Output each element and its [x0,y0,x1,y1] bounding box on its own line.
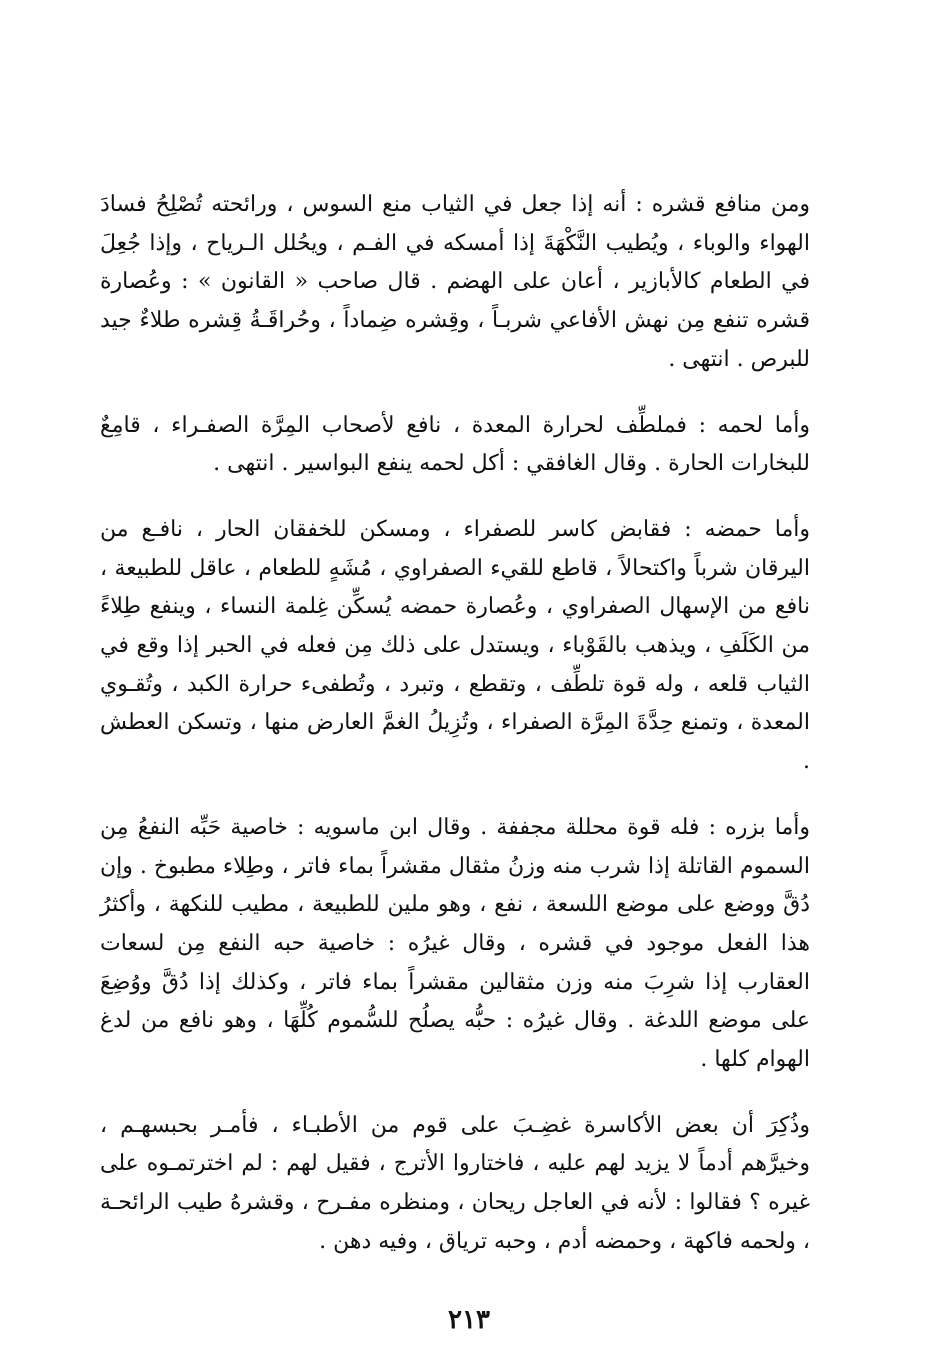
paragraph-seeds: وأما بزره : فله قوة محللة مجففة . وقال ابن ماسويه : خاصية حَبِّه النفعُ مِن السموم القاتلة إذا شرب منه وزنُ مثقال مقشراً بماء فاتر ، وطِلاء مطبوخ . وإن دُقَّ ووضع على موضع اللسعة ، نفع ، وهو ملين للطبيعة ، مطيب للنكهة ، وأكثرُ هذا الفعل موجود في قشره ، وقال غيرُه : خاصية حبه النفع مِن لسعات العقارب إذا شرِبَ منه وزن مثقالين مقشراً بماء فاتر ، وكذلك إذا دُقَّ ووُضِعَ على موضع اللدغة . وقال غيرُه : حبُّه يصلُح للسُّموم كُلِّهَا ، وهو نافع من لدغ الهوام كلها . [100,814,810,1073]
page-body [100,186,810,1262]
page-number: ٢١٣ [448,1305,490,1335]
paragraph-acid: وأما حمضه : فقابض كاسر للصفراء ، ومسكن للخفقان الحار ، نافـع من اليرقان شرباً واكتحالاً ، قاطع للقيء الصفراوي ، مُشَهٍ للطعام ، عاقل للطبيعة ، نافع من الإسهال الصفراوي ، وعُصارة حمضه يُسكِّن غِلمة النساء ، وينفع طِلاءً من الكَلَفِ ، ويذهب بالقَوْباء ، ويستدل على ذلك مِن فعله في الحبر إذا وقع في الثياب قلعه ، وله قوة تلطِّف ، وتقطع ، وتبرد ، وتُطفىء حرارة الكبد ، وتُقـوي المعدة ، وتمنع حِدَّةَ المِرَّة الصفراء ، وتُزِيلُ الغمَّ العارض منها ، وتسكن العطش . [100,516,810,775]
paragraph-peel-benefits: ومن منافع قشره : أنه إذا جعل في الثياب منع السوس ، ورائحته تُصْلِحُ فسادَ الهواء والوباء ، ويُطيب النَّكْهَةَ إذا أمسكه في الفـم ، ويحُلل الـرياح ، وإذا جُعِلَ في الطعام كالأبازير ، أعان على الهضم . قال صاحب « القانون » : وعُصارة قشره تنفع مِن نهش الأفاعي شربـاً ، وقِشره ضِماداً ، وحُراقَـةُ قِشره طلاءٌ جيد للبرص . انتهى . [100,192,810,372]
paragraph-flesh: وأما لحمه : فملطِّف لحرارة المعدة ، نافع لأصحاب المِرَّة الصفـراء ، قامِعٌ للبخارات الحارة . وقال الغافقي : أكل لحمه ينفع البواسير . انتهى . [100,412,810,477]
paragraph-kings-anecdote: وذُكِرَ أن بعض الأكاسرة غضِـبَ على قوم من الأطبـاء ، فأمـر بحبسهـم ، وخيرَّهم أدماً لا يزيد لهم عليه ، فاختاروا الأترج ، فقيل لهم : لم اخترتمـوه على غيره ؟ فقالوا : لأنه في العاجل ريحان ، ومنظره مفـرح ، وقشرهُ طيب الرائحـة ، ولحمه فاكهة ، وحمضه أدم ، وحبه ترياق ، وفيه دهن . [100,1112,810,1254]
